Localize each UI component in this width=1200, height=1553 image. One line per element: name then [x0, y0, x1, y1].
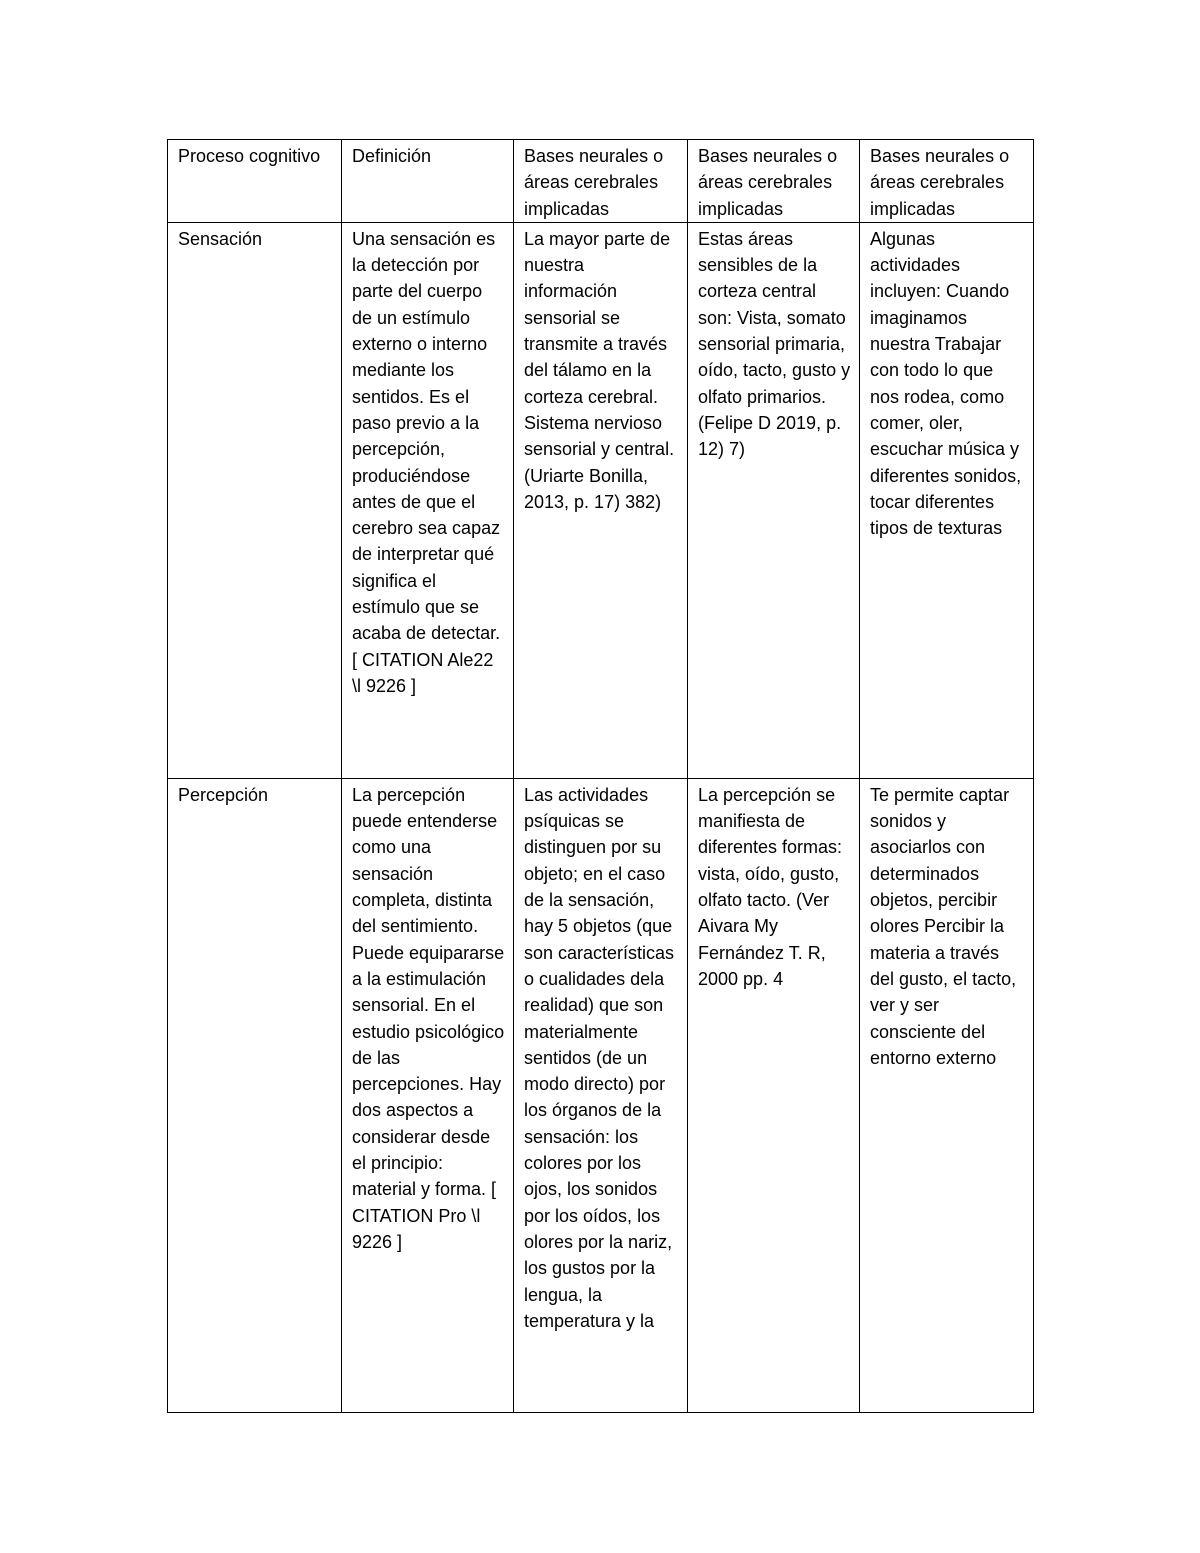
- cell-proceso: Percepción: [168, 778, 342, 1412]
- header-cell-bases-2: Bases neurales o áreas cerebrales implicadas: [688, 140, 860, 223]
- cell-definicion: La percepción puede entenderse como una sensación completa, distinta del sentimiento. Puede equipararse a la estimulación sensorial. En el estudio psicológico de las percepciones. Hay dos aspectos a considerar desde el principio: material y forma. [ CITATION Pro \l 9226 ]: [342, 778, 514, 1412]
- comparison-table: [167, 139, 1034, 1413]
- cell-bases-3: Algunas actividades incluyen: Cuando imaginamos nuestra Trabajar con todo lo que nos rodea, como comer, oler, escuchar música y diferentes sonidos, tocar diferentes tipos de texturas: [860, 222, 1034, 778]
- cell-bases-3: Te permite captar sonidos y asociarlos con determinados objetos, percibir olores Percibir la materia a través del gusto, el tacto, ver y ser consciente del entorno externo: [860, 778, 1034, 1412]
- header-cell-bases-1: Bases neurales o áreas cerebrales implicadas: [514, 140, 688, 223]
- cell-definicion: Una sensación es la detección por parte del cuerpo de un estímulo externo o interno mediante los sentidos. Es el paso previo a la percepción, produciéndose antes de que el cerebro sea capaz de interpretar qué significa el estímulo que se acaba de detectar. [ CITATION Ale22 \l 9226 ]: [342, 222, 514, 778]
- table-header-row: [168, 140, 1034, 223]
- cell-bases-1: Las actividades psíquicas se distinguen por su objeto; en el caso de la sensación, hay 5 objetos (que son características o cualidades dela realidad) que son materialmente sentidos (de un modo directo) por los órganos de la sensación: los colores por los ojos, los sonidos por los oídos, los olores por la nariz, los gustos por la lengua, la temperatura y la: [514, 778, 688, 1412]
- header-cell-bases-3: Bases neurales o áreas cerebrales implicadas: [860, 140, 1034, 223]
- header-cell-proceso: Proceso cognitivo: [168, 140, 342, 223]
- table-row: [168, 222, 1034, 778]
- cell-proceso: Sensación: [168, 222, 342, 778]
- header-cell-definicion: Definición: [342, 140, 514, 223]
- cell-bases-2: La percepción se manifiesta de diferentes formas: vista, oído, gusto, olfato tacto. (Ver Aivara My Fernández T. R, 2000 pp. 4: [688, 778, 860, 1412]
- cell-bases-1: La mayor parte de nuestra información sensorial se transmite a través del tálamo en la corteza cerebral. Sistema nervioso sensorial y central.(Uriarte Bonilla, 2013, p. 17) 382): [514, 222, 688, 778]
- cell-bases-2: Estas áreas sensibles de la corteza central son: Vista, somato sensorial primaria, oído, tacto, gusto y olfato primarios. (Felipe D 2019, p. 12) 7): [688, 222, 860, 778]
- table-row: [168, 778, 1034, 1412]
